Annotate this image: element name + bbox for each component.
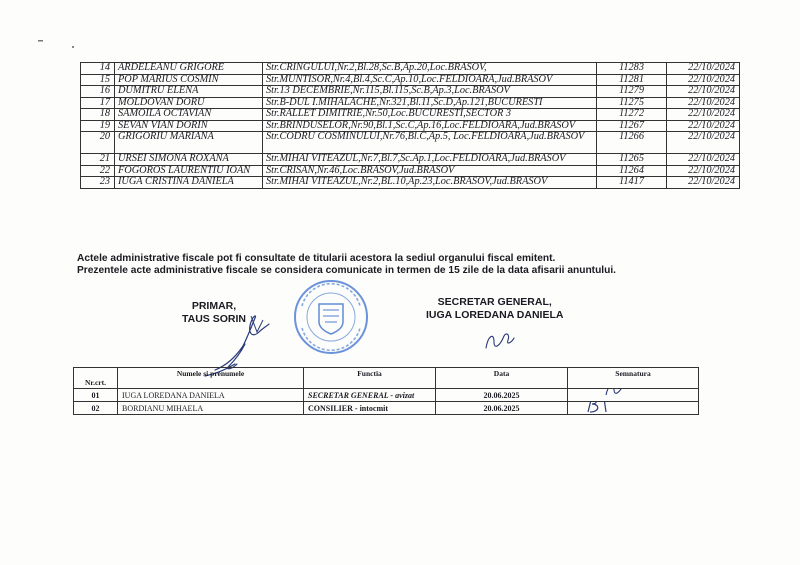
mayor-name: TAUS SORIN (182, 313, 246, 325)
row-address: Str.13 DECEMBRIE,Nr.115,Bl.115,Sc.B,Ap.3,Loc.BRASOV (263, 86, 597, 98)
row-date: 22/10/2024 (667, 63, 740, 75)
row-name: FOGOROS LAURENTIU IOAN (115, 165, 263, 177)
row-address: Str.B-DUL I.MIHALACHE,Nr.321,Bl.11,Sc.D,Ap.121,BUCURESTI (263, 97, 597, 109)
row-name: SEVAN VIAN DORIN (115, 120, 263, 132)
row-reference: 11281 (597, 74, 667, 86)
row-reference: 11266 (597, 132, 667, 154)
register-row (81, 120, 740, 132)
register-row (81, 132, 740, 154)
row-date: 22/10/2024 (667, 132, 740, 154)
row-reference: 11417 (597, 177, 667, 189)
row-date: 22/10/2024 (667, 120, 740, 132)
row-number: 15 (81, 74, 115, 86)
row-number: 17 (81, 97, 115, 109)
approval-nr: 02 (74, 402, 118, 415)
row-address: Str.MIHAI VITEAZUL,Nr.2,BL.10,Ap.23,Loc.BRASOV,Jud.BRASOV (263, 177, 597, 189)
row-number: 16 (81, 86, 115, 98)
row-name: URSEI SIMONA ROXANA (115, 154, 263, 166)
row-number: 20 (81, 132, 115, 154)
row-address: Str.MUNTISOR,Nr.4,Bl.4,Sc.C,Ap.10,Loc.FELDIOARA,Jud.BRASOV (263, 74, 597, 86)
approval-date: 20.06.2025 (436, 389, 568, 402)
secretary-title: SECRETAR GENERAL, (437, 296, 552, 308)
approval-header-row (74, 368, 699, 389)
note-communicated: Prezentele acte administrative fiscale se considera comunicate in termen de 15 zile de la data afisarii anuntului. (77, 265, 617, 276)
approval-nr: 01 (74, 389, 118, 402)
row-address: Str.CODRU COSMINULUI,Nr.76,Bl.C,Ap.5, Loc.FELDIOARA,Jud.BRASOV (263, 132, 597, 154)
register-row (81, 177, 740, 189)
row-address: Str.RALLET DIMITRIE,Nr.50,Loc.BUCURESTI,SECTOR 3 (263, 109, 597, 121)
row-name: MOLDOVAN DORU (115, 97, 263, 109)
note-consult: Actele administrative fiscale pot fi consultate de titularii acestora la sediul organului fiscal emitent. (77, 253, 556, 264)
row-number: 19 (81, 120, 115, 132)
approval-row (74, 402, 699, 415)
approval-header-function: Functia (304, 368, 436, 389)
approval-header-name: Numele si prenumele (118, 368, 304, 389)
row-address: Str.CRISAN,Nr.46,Loc.BRASOV,Jud.BRASOV (263, 165, 597, 177)
row-address: Str.MIHAI VITEAZUL,Nr.7,Bl.7,Sc.Ap.1,Loc.FELDIOARA,Jud.BRASOV (263, 154, 597, 166)
row-reference: 11267 (597, 120, 667, 132)
row-reference: 11264 (597, 165, 667, 177)
row-name: IUGA CRISTINA DANIELA (115, 177, 263, 189)
approval-name: IUGA LOREDANA DANIELA (118, 389, 304, 402)
register-row (81, 154, 740, 166)
approval-function: CONSILIER - intocmit (304, 402, 436, 415)
row-name: SAMOILA OCTAVIAN (115, 109, 263, 121)
approval-signature-cell (568, 402, 699, 415)
secretary-block (426, 296, 563, 322)
row-reference: 11272 (597, 109, 667, 121)
register-row (81, 97, 740, 109)
secretary-name: IUGA LOREDANA DANIELA (426, 309, 564, 321)
row-address: Str.BRINDUSELOR,Nr.90,Bl.1,Sc.C,Ap.16,Loc.FELDIOARA,Jud.BRASOV (263, 120, 597, 132)
official-stamp-image (290, 276, 372, 358)
approval-header-date: Data (436, 368, 568, 389)
row-number: 22 (81, 165, 115, 177)
approval-signature-cell (568, 389, 699, 402)
row-number: 14 (81, 63, 115, 75)
row-date: 22/10/2024 (667, 97, 740, 109)
register-row (81, 86, 740, 98)
register-table (80, 62, 740, 189)
row-date: 22/10/2024 (667, 86, 740, 98)
row-name: ARDELEANU GRIGORE (115, 63, 263, 75)
row-date: 22/10/2024 (667, 74, 740, 86)
row-date: 22/10/2024 (667, 109, 740, 121)
register-row (81, 63, 740, 75)
row-date: 22/10/2024 (667, 154, 740, 166)
signature-mark-image (582, 402, 622, 415)
approval-table (73, 367, 699, 415)
row-name: GRIGORIU MARIANA (115, 132, 263, 154)
approval-date: 20.06.2025 (436, 402, 568, 415)
notes-block (77, 253, 616, 277)
row-reference: 11265 (597, 154, 667, 166)
approval-header-signature: Semnatura (568, 368, 699, 389)
secretary-signature-image (480, 326, 520, 356)
row-reference: 11279 (597, 86, 667, 98)
row-reference: 11283 (597, 63, 667, 75)
row-name: POP MARIUS COSMIN (115, 74, 263, 86)
approval-header-nr: Nr.crt. (74, 368, 118, 389)
row-name: DUMITRU ELENA (115, 86, 263, 98)
approval-row (74, 389, 699, 402)
row-number: 23 (81, 177, 115, 189)
register-body (81, 63, 740, 189)
signature-mark-image (602, 389, 662, 402)
register-row (81, 165, 740, 177)
row-reference: 11275 (597, 97, 667, 109)
register-row (81, 109, 740, 121)
row-address: Str.CRINGULUI,Nr.2,Bl.28,Sc.B,Ap.20,Loc.BRASOV, (263, 63, 597, 75)
register-row (81, 74, 740, 86)
approval-name: BORDIANU MIHAELA (118, 402, 304, 415)
row-date: 22/10/2024 (667, 177, 740, 189)
approval-function: SECRETAR GENERAL - avizat (304, 389, 436, 402)
mayor-title: PRIMAR, (191, 300, 237, 312)
row-number: 18 (81, 109, 115, 121)
row-number: 21 (81, 154, 115, 166)
row-date: 22/10/2024 (667, 165, 740, 177)
